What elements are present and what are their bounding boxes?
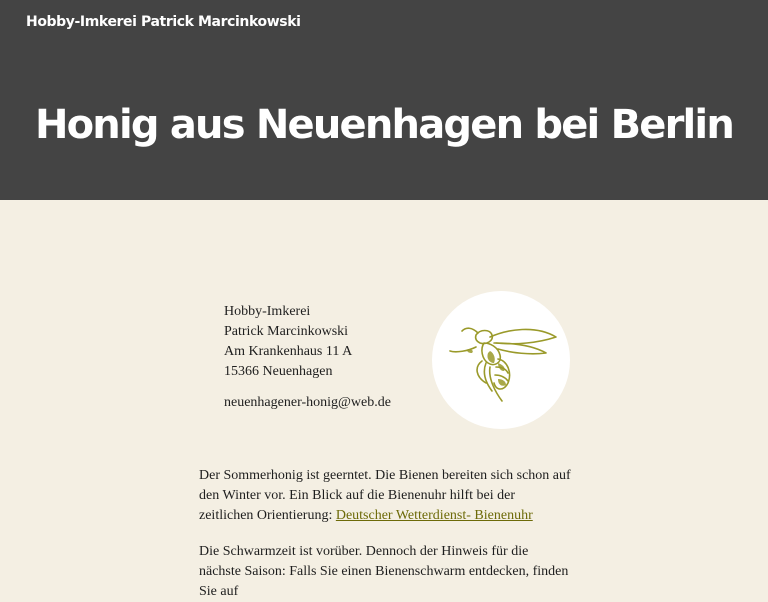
- address-block: [224, 302, 352, 382]
- paragraph-text: Der Sommerhonig ist geerntet. Die Bienen bereiten sich schon auf den Winter vor. Ein Blick auf die Bienenuhr hilft bei der zeitlichen Orientierung:: [199, 468, 571, 523]
- page-title: Honig aus Neuenhagen bei Berlin: [34, 102, 734, 148]
- bee-icon: [446, 321, 558, 405]
- paragraph-honey-harvest: [199, 466, 571, 526]
- address-line: 15366 Neuenhagen: [224, 364, 333, 379]
- address-line: Hobby-Imkerei: [224, 304, 311, 319]
- address-line: Am Krankenhaus 11 A: [224, 344, 353, 359]
- site-title-link[interactable]: Hobby-Imkerei Patrick Marcinkowski: [26, 14, 301, 30]
- paragraph-swarm: Die Schwarmzeit ist vorüber. Dennoch der Hinweis für die nächste Saison: Falls Sie einen Bienenschwarm entdecken, finden Sie auf: [199, 544, 569, 599]
- bee-clock-link[interactable]: Deutscher Wetterdienst- Bienenuhr: [335, 508, 533, 523]
- email-address: neuenhagener-honig@web.de: [224, 395, 391, 410]
- site-header: [0, 0, 768, 200]
- main-content: [0, 200, 768, 599]
- bee-logo: [432, 291, 570, 429]
- address-line: Patrick Marcinkowski: [224, 324, 349, 339]
